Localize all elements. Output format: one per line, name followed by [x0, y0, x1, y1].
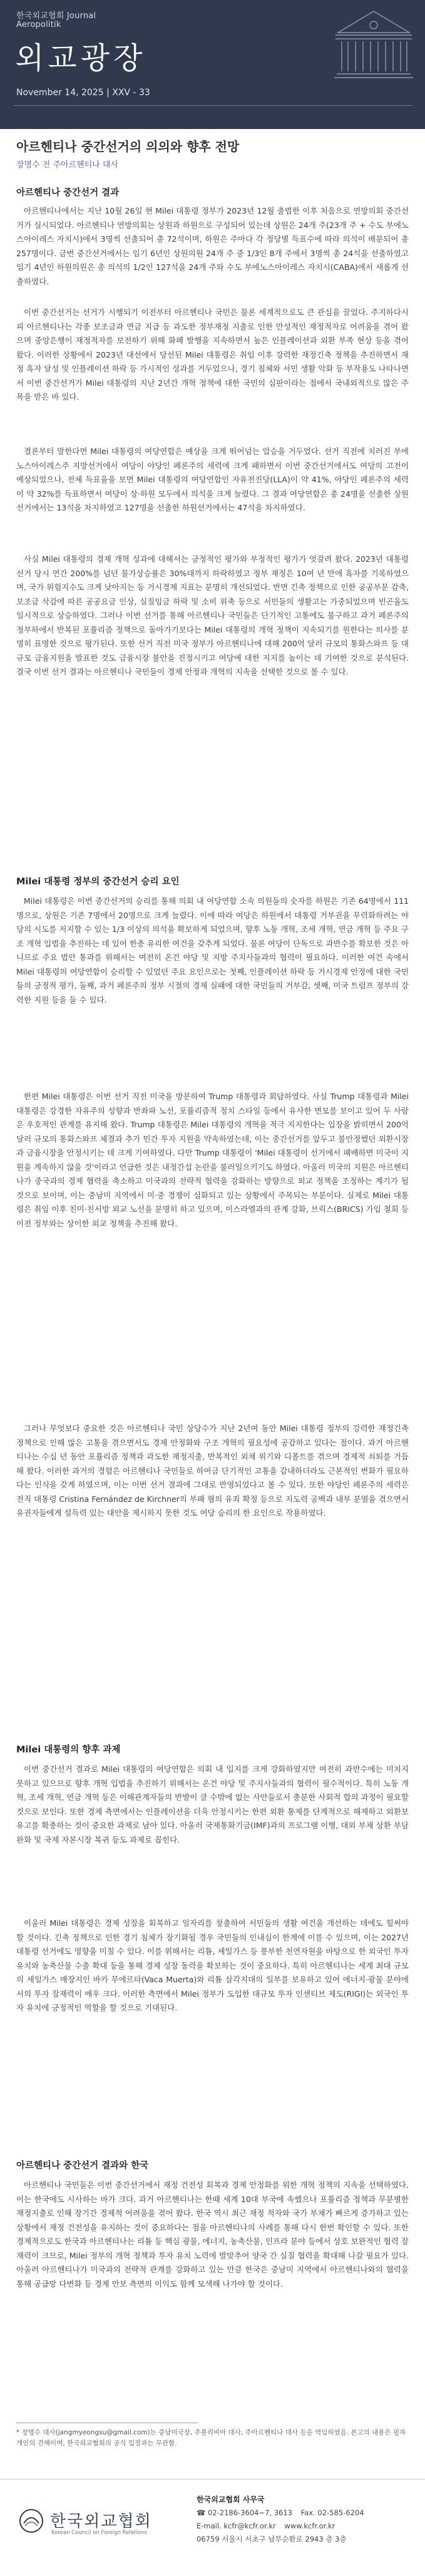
section-heading-future-tasks: Milei 대통령의 향후 과제: [16, 1745, 121, 1755]
contact-email[interactable]: E-mail. kcfr@kcfr.or.kr: [197, 2522, 276, 2530]
paragraph: 아르헨티나 국민들은 이번 중간선거에서 재정 건전성 회복과 경제 안정화를 위한 개혁 정책의 지속을 선택하였다. 이는 한국에도 시사하는 바가 크다. 과거 아르헨티나는 한때 세계 10대 부국에 속했으나 포퓰리즘 정책과 무분별한 재정지출로 인해 장기간 경제적 어려움을 겪어 왔다. 한국 역시 최근 재정 적자와 국가 부채가 빠르게 증가하고 있는 상황에서 재정 건전성을 유지하는 것이 중요하다는 점을 아르헨티나의 사례를 통해 다시 한번 확인할 수 있다. 또한 경제적으로도 한국과 아르헨티나는 리튬 등 핵심 광물, 에너지, 농축산물, 인프라 분야 등에서 상호 보완적인 협력 잠재력이 크므로, Milei 정부의 개혁 정책과 투자 유치 노력에 발맞추어 양국 간 실질 협력을 확대해 나갈 필요가 있다. 아울러 아르헨티나가 미국과의 전략적 관계를 강화하고 있는 만큼 한국은 중남미 지역에서 아르헨티나와의 협력을 통해 공급망 다변화 등 경제 안보 측면의 이익도 함께 모색해 나가야 할 것이다.: [16, 2180, 409, 2289]
header-divider: [14, 105, 412, 106]
paragraph: 결론부터 말한다면 Milei 대통령의 여당연합은 예상을 크게 뛰어넘는 압승을 거두었다. 선거 직전에 치러진 부에노스아이레스주 지방선거에서 여당이 야당인 페론주의 세력에 크게 패하면서 이번 중간선거에서도 여당의 고전이 예상되었으나, 전체 득표율을 보면 Milei 대통령의 여당연합인 자유전진당(LLA)이 약 41%, 야당인 페론주의 세력이 약 32%를 득표하면서 여당이 상·하원 모두에서 의석을 크게 늘렸다. 그 결과 여당연합은 총 24명을 선출한 상원선거에서는 13석을 차지하였고 127명을 선출한 하원선거에서는 47석을 차지하였다.: [16, 447, 409, 512]
paragraph: 이울러 Milei 대통령은 경제 성장을 회복하고 일자리를 창출하여 서민들의 생활 여건을 개선하는 데에도 힘써야 할 것이다. 긴축 정책으로 인한 경기 침체가 장기화될 경우 국민들의 인내심이 한계에 이를 수 있으며, 이는 2027년 대통령 선거에도 영향을 미칠 수 있다. 이를 위해서는 리튬, 셰일가스 등 풍부한 천연자원을 바탕으로 한 외국인 투자 유치와 농축산물 수출 확대 등을 통해 경제 성장 동력을 확보하는 것이 중요하다. 특히 아르헨티나는 세계 최대 규모의 셰일가스 매장지인 바카 무에르타(Vaca Muerta)와 리튬 삼각지대의 일부를 보유하고 있어 에너지·광물 분야에서의 투자 잠재력이 매우 크다. 이러한 측면에서 Milei 정부가 도입한 대규모 투자 인센티브 제도(RIGI)는 외국인 투자 유치에 긍정적인 역할을 할 것으로 기대된다.: [16, 1918, 409, 2012]
institute-name-kr: 한국외교협회 Journal: [16, 11, 96, 21]
contact-website[interactable]: www.kcfr.or.kr: [284, 2522, 335, 2530]
org-logo-name: 한국외교협회: [50, 2512, 152, 2531]
institute-name-en: Aeropolitik: [16, 20, 61, 29]
paragraph: 한편 Milei 대통령은 이번 선거 직전 미국을 방문하여 Trump 대통령과 회담하였다. 사실 Trump 대통령과 Milei 대통령은 강경한 자유주의 성향과 반좌파 노선, 포퓰리즘적 정치 스타일 등에서 유사한 면모를 보이고 있어 두 사람은 우호적인 관계를 유지해 왔다. Trump 대통령은 Milei 대통령의 개혁을 적극 지지한다는 입장을 밝히면서 200억 달러 규모의 통화스와프 체결과 추가 민간 투자 지원을 약속하였는데, 이는 중간선거를 앞두고 불안정했던 외환시장과 금융시장을 안정시키는 데 크게 기여하였다. 다만 Trump 대통령이 'Milei 대통령이 선거에서 패배하면 미국이 지원을 계속하지 않을 것'이라고 언급한 것은 내정간섭 논란을 불러일으키기도 하였다. 아울러 미국의 지원은 아르헨티나가 중국과의 경제 협력을 축소하고 미국과의 전략적 협력을 강화하는 방향으로 외교 정책을 조정하는 계기가 될 것으로 보이며, 이는 중남미 지역에서 미·중 경쟁이 심화되고 있는 상황에서 주목되는 부분이다. 실제로 Milei 대통령은 취임 이후 친미·친서방 외교 노선을 분명히 하고 있으며, 이스라엘과의 관계 강화, 브릭스(BRICS) 가입 철회 등 이전 정부와는 상이한 외교 정책을 추진해 왔다.: [16, 1092, 409, 1228]
contact-phone-fax: [197, 2506, 409, 2520]
article-author: 장명수 전 주아르헨티나 대사: [16, 160, 119, 170]
header-banner: [0, 0, 425, 129]
publisher-label: 한국외교협회 사무국: [197, 2495, 265, 2504]
contact-info: [197, 2493, 409, 2546]
contact-fax: Fax. 02-585-6204: [300, 2508, 364, 2517]
section-heading-korea: 아르헨티나 중간선거 결과와 한국: [16, 2161, 149, 2171]
paragraph: 이번 중간선거는 선거가 시행되기 이전부터 아르헨티나 국민은 물론 세계적으로도 큰 관심을 끌었다. 주지하다시피 아르헨티나는 각종 보조금과 연금 지급 등 과도한 정부재정 지출로 인한 만성적인 재정적자로 어려움을 겪어 왔으며 중앙은행이 재정적자를 보전하기 위해 화폐 발행을 지속하면서 높은 인플레이션과 외환 부족 현상 등을 겪어 왔다. 이러한 상황에서 2023년 대선에서 당선된 Milei 대통령은 취임 이후 강력한 재정긴축 정책을 추진하면서 재정 흑자 달성 및 인플레이션 하락 등 가시적인 성과를 거두었으나, 경기 침체와 서민 생활 악화 등 부작용도 나타나면서 이번 중간선거가 Milei 대통령의 지난 2년간 개혁 정책에 대한 국민의 심판이라는 점에서 국내외적으로 많은 주목을 받은 바 있다.: [16, 308, 409, 401]
author-footnote: * 장명수 대사(jangmyeongsu@gmail.com)는 중남미국장, 주볼리비아 대사, 주아르헨티나 대사 등을 역임하였음. 본고의 내용은 필자 개인의 견해이며, 한국외교협회의 공식 입장과는 무관함.: [16, 2429, 406, 2447]
footer: [0, 2479, 425, 2576]
paragraph: 아르헨티나에서는 지난 10월 26일 현 Milei 대통령 정부가 2023년 12월 출범한 이후 처음으로 연방의회 중간선거가 실시되었다. 아르헨티나 연방의회는 상원과 하원으로 구성되어 있는데 상원은 24개 주(23개 주 + 수도 부에노스아이레스 자치시)에서 3명씩 선출되어 총 72석이며, 하원은 주마다 각 정당별 득표수에 따라 의석이 배분되어 총 257명이다. 금번 중간선거에서는 임기 6년인 상원의원 24개 주 중 1/3인 8개 주에서 3명씩 총 24석을 선출하였고 임기 4년인 하원의원은 총 의석의 1/2인 127석을 24개 주와 수도 부에노스아이레스 자치시(CABA)에서 새롭게 선출하였다.: [16, 206, 409, 286]
paragraph: Milei 대통령은 이번 중간선거의 승리를 통해 의회 내 여당연합 소속 의원들의 숫자를 하원은 기존 64명에서 111명으로, 상원은 기존 7명에서 20명으로 크게 늘렸다. 이에 따라 여당은 하원에서 대통령 거부권을 무력화하려는 야당의 시도를 저지할 수 있는 1/3 이상의 의석을 확보하게 되었으며, 향후 노동 개혁, 조세 개혁, 연금 개혁 등 주요 구조 개혁 입법을 추진하는 데 있어 한층 유리한 여건을 갖추게 되었다. 물론 여당이 단독으로 과반수를 확보한 것은 아니므로 주요 법안 통과를 위해서는 여전히 온건 야당 및 지방 주지사들과의 협력이 필요하다. 이러한 여건 속에서 Milei 대통령의 여당연합이 승리할 수 있었던 주요 요인으로는 첫째, 인플레이션 하락 등 거시경제 안정에 대한 국민들의 긍정적 평가, 둘째, 과거 페론주의 정부 시절의 경제 실패에 대한 국민들의 거부감, 셋째, 미국 트럼프 정부의 강력한 지원 등을 들 수 있다.: [16, 896, 409, 1005]
issue-date: November 14, 2025 | XXV - 33: [16, 88, 150, 98]
building-emblem-icon: [333, 5, 414, 84]
contact-address: 06759 서울시 서초구 남부순환로 2943 층 3층: [197, 2535, 347, 2543]
publication-title: 외교광장: [15, 41, 146, 76]
contact-email-web: [197, 2520, 409, 2533]
article-title: 아르헨티나 중간선거의 의의와 향후 전망: [16, 139, 240, 154]
contact-phone: ☎ 02-2186-3604~7, 3613: [197, 2508, 292, 2517]
kcfr-logo-icon: [19, 2508, 44, 2533]
paragraph: 이번 중간선거 결과로 Milei 대통령의 여당연합은 의회 내 입지를 크게 강화하였지만 여전히 과반수에는 미치지 못하고 있으므로 향후 개혁 입법을 추진하기 위해서는 온건 야당 및 주지사들과의 협력이 필수적이다. 특히 노동 개혁, 조세 개혁, 연금 개혁 등은 이해관계자들의 반발이 클 수밖에 없는 사안들로서 충분한 사회적 합의 과정이 필요할 것으로 보인다. 또한 경제 측면에서는 인플레이션을 더욱 안정시키는 한편 외환 통제를 단계적으로 해제하고 외환보유고를 확충하는 것이 중요한 과제로 남아 있다. 아울러 국제통화기금(IMF)과의 프로그램 이행, 대외 부채 상환 부담 완화 및 국제 자본시장 복귀 등도 과제로 꼽힌다.: [16, 1764, 409, 1844]
section-heading-results: 아르헨티나 중간선거 결과: [16, 188, 120, 198]
paragraph: 그러나 무엇보다 중요한 것은 아르헨티나 국민 상당수가 지난 2년여 동안 Milei 대통령 정부의 강력한 재정긴축 정책으로 인해 많은 고통을 겪으면서도 경제 안정화와 구조 개혁의 필요성에 공감하고 있다는 점이다. 과거 아르헨티나는 수십 년 동안 포퓰리즘 정책과 과도한 재정지출, 반복적인 외채 위기와 디폴트를 겪으며 경제적 쇠퇴를 거듭해 왔다. 이러한 과거의 경험은 아르헨티나 국민들로 하여금 단기적인 고통을 감내하더라도 근본적인 변화가 필요하다는 인식을 갖게 하였으며, 이는 이번 선거 결과에 그대로 반영되었다고 볼 수 있다. 또한 야당인 페론주의 세력은 전직 대통령 Cristina Fernández de Kirchner의 부패 혐의 유죄 확정 등으로 지도력 공백과 내부 분열을 겪으면서 유권자들에게 설득력 있는 대안을 제시하지 못한 것도 여당 승리의 한 요인으로 작용하였다.: [16, 1424, 409, 1518]
org-logo-subtitle: Korean Council on Foreign Relations: [51, 2530, 147, 2536]
paragraph: 사실 Milei 대통령의 경제 개혁 성과에 대해서는 긍정적인 평가와 부정적인 평가가 엇갈려 왔다. 2023년 대통령 선거 당시 연간 200%를 넘던 물가상승률은 30%대까지 하락하였고 정부 재정은 10여 년 만에 흑자를 기록하였으며, 국가 위험지수도 크게 낮아지는 등 거시경제 지표는 분명히 개선되었다. 반면 긴축 정책으로 인한 공공부문 감축, 보조금 삭감에 따른 공공요금 인상, 실질임금 하락 및 소비 위축 등으로 서민들의 생활고는 가중되었으며 빈곤율도 일시적으로 상승하였다. 그러나 이번 선거를 통해 아르헨티나 국민들은 단기적인 고통에도 불구하고 과거 페론주의 정부하에서 반복된 포퓰리즘 정책으로 돌아가기보다는 Milei 대통령의 개혁 정책이 지속되기를 원한다는 의사를 분명히 표명한 것으로 평가된다. 또한 선거 직전 미국 정부가 아르헨티나에 대해 200억 달러 규모의 통화스와프 등 대규모 금융지원을 발표한 것도 금융시장 불안을 진정시키고 여당에 대한 지지를 높이는 데 기여한 것으로 분석된다. 결국 이번 선거 결과는 아르헨티나 국민들이 경제 안정과 개혁의 지속을 선택한 것으로 볼 수 있다.: [16, 554, 409, 676]
section-heading-victory-factors: Milei 대통령 정부의 중간선거 승리 요인: [16, 877, 180, 887]
